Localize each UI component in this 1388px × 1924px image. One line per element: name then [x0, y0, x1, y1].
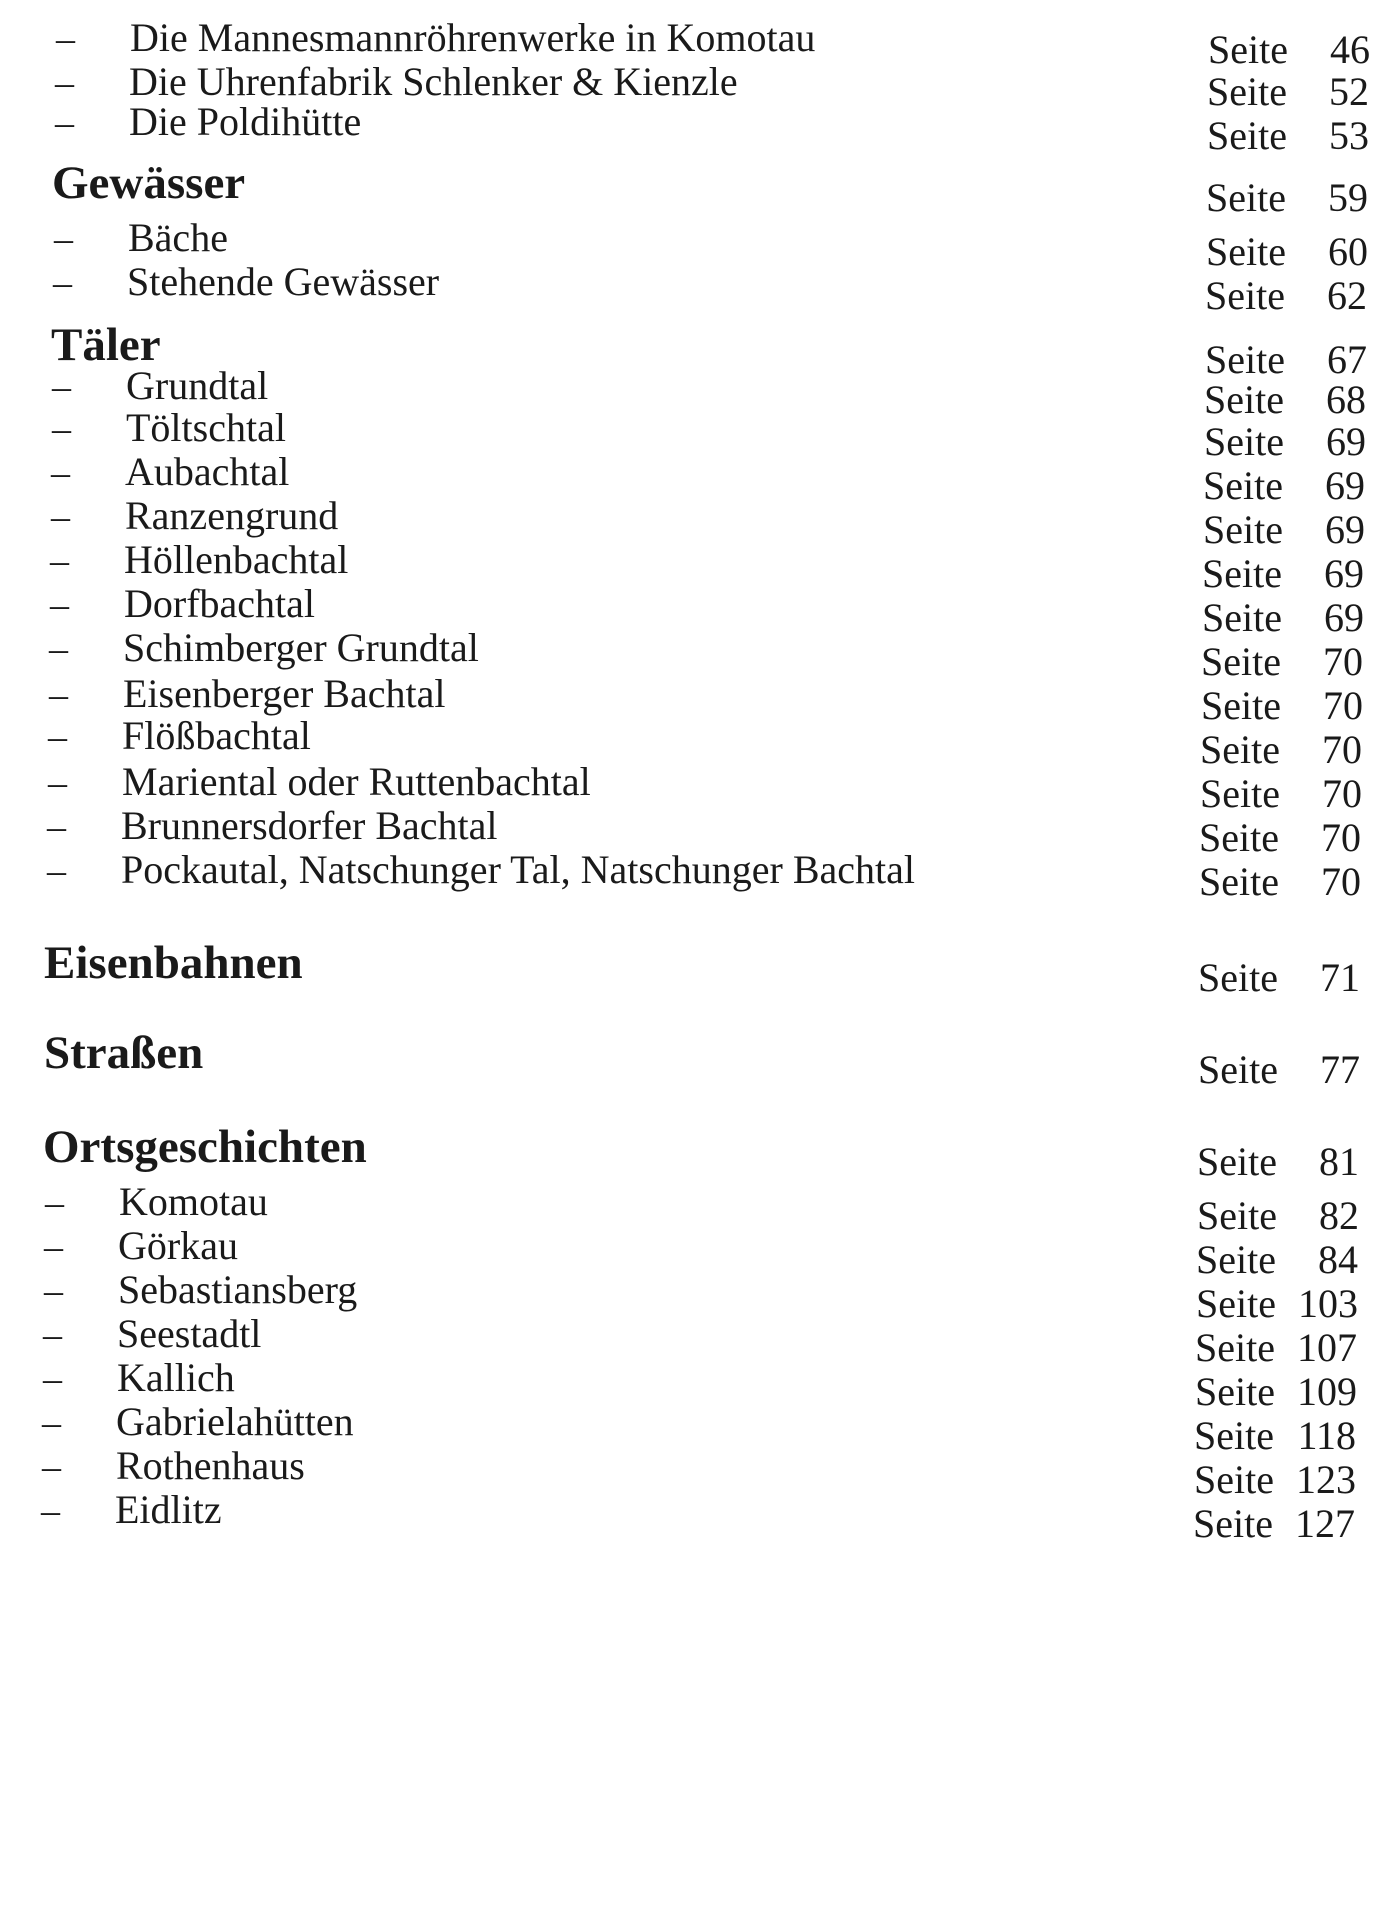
toc-page-number: 71: [1320, 955, 1360, 1000]
toc-seite-label: Seite: [1195, 1325, 1275, 1370]
toc-seite-label: Seite: [1201, 639, 1281, 684]
toc-entry-title: Eidlitz: [115, 1487, 222, 1532]
toc-seite-label: Seite: [1193, 1501, 1273, 1546]
toc-section-heading: Straßen: [44, 1027, 204, 1079]
toc-entry-title: Bäche: [128, 215, 228, 260]
toc-seite-label: Seite: [1206, 229, 1286, 274]
toc-entry-title: Komotau: [119, 1179, 268, 1224]
toc-dash: –: [56, 18, 75, 60]
toc-seite-label: Seite: [1207, 69, 1287, 114]
toc-seite-label: Seite: [1198, 955, 1278, 1000]
toc-seite-label: Seite: [1197, 1193, 1277, 1238]
toc-page-number: 84: [1318, 1237, 1358, 1282]
toc-seite-label: Seite: [1207, 113, 1287, 158]
toc-dash: –: [47, 850, 66, 892]
toc-dash: –: [44, 1226, 63, 1268]
toc-seite-label: Seite: [1198, 1047, 1278, 1092]
toc-page-number: 69: [1324, 595, 1364, 640]
toc-seite-label: Seite: [1205, 337, 1285, 382]
toc-seite-label: Seite: [1199, 859, 1279, 904]
toc-dash: –: [47, 806, 66, 848]
toc-section-heading: Ortsgeschichten: [43, 1121, 367, 1173]
toc-seite-label: Seite: [1206, 175, 1286, 220]
toc-seite-label: Seite: [1202, 551, 1282, 596]
toc-page-number: 70: [1323, 639, 1363, 684]
toc-page-number: 59: [1328, 175, 1368, 220]
toc-entry-title: Gabrielahütten: [116, 1399, 354, 1444]
toc-page-number: 62: [1327, 273, 1367, 318]
toc-page-number: 69: [1325, 507, 1365, 552]
toc-dash: –: [50, 540, 69, 582]
toc-seite-label: Seite: [1194, 1457, 1274, 1502]
toc-page-number: 77: [1320, 1047, 1360, 1092]
toc-dash: –: [43, 1314, 62, 1356]
toc-seite-label: Seite: [1197, 1139, 1277, 1184]
toc-page-number: 52: [1329, 69, 1369, 114]
toc-page-number: 68: [1326, 377, 1366, 422]
toc-page-number: 69: [1324, 551, 1364, 596]
toc-section-heading: Täler: [51, 319, 161, 371]
toc-seite-label: Seite: [1204, 419, 1284, 464]
toc-entry-title: Mariental oder Ruttenbachtal: [122, 759, 591, 804]
toc-entry-title: Sebastiansberg: [118, 1267, 358, 1312]
toc-page-number: 60: [1328, 229, 1368, 274]
toc-seite-label: Seite: [1196, 1281, 1276, 1326]
toc-dash: –: [48, 716, 67, 758]
toc-entry-title: Die Poldihütte: [129, 99, 362, 144]
toc-dash: –: [43, 1358, 62, 1400]
toc-dash: –: [42, 1402, 61, 1444]
toc-seite-label: Seite: [1200, 771, 1280, 816]
toc-page-number: 67: [1327, 337, 1367, 382]
toc-page-number: 70: [1321, 859, 1361, 904]
toc-page-number: 70: [1323, 683, 1363, 728]
toc-page-number: 127: [1295, 1501, 1355, 1546]
toc-entry-title: Höllenbachtal: [124, 537, 349, 582]
toc-seite-label: Seite: [1205, 273, 1285, 318]
toc-page-number: 118: [1297, 1413, 1356, 1458]
toc-page-number: 69: [1325, 463, 1365, 508]
toc-dash: –: [45, 1182, 64, 1224]
toc-entry-title: Schimberger Grundtal: [123, 625, 479, 670]
toc-dash: –: [41, 1490, 60, 1532]
toc-seite-label: Seite: [1208, 27, 1288, 72]
toc-entry-title: Ranzengrund: [125, 493, 339, 538]
toc-entry-title: Die Mannesmannröhrenwerke in Komotau: [130, 15, 816, 60]
toc-dash: –: [49, 674, 68, 716]
toc-page-number: 69: [1326, 419, 1366, 464]
toc-seite-label: Seite: [1202, 595, 1282, 640]
toc-entry-title: Dorfbachtal: [124, 581, 316, 626]
toc-entry-title: Pockautal, Natschunger Tal, Natschunger Bachtal: [121, 847, 915, 892]
toc-seite-label: Seite: [1204, 377, 1284, 422]
toc-dash: –: [53, 262, 72, 304]
toc-page-number: 82: [1319, 1193, 1359, 1238]
toc-seite-label: Seite: [1194, 1413, 1274, 1458]
toc-entry-title: Rothenhaus: [116, 1443, 305, 1488]
toc-entry-title: Seestadtl: [117, 1311, 262, 1356]
toc-page-number: 53: [1329, 113, 1369, 158]
toc-seite-label: Seite: [1195, 1369, 1275, 1414]
toc-dash: –: [42, 1446, 61, 1488]
toc-page-number: 123: [1296, 1457, 1356, 1502]
toc-section-heading: Gewässer: [52, 157, 246, 209]
toc-entry-title: Flößbachtal: [122, 713, 311, 758]
toc-dash: –: [51, 496, 70, 538]
toc-entry-title: Stehende Gewässer: [127, 259, 440, 304]
toc-entry-title: Töltschtal: [126, 405, 286, 450]
toc-dash: –: [48, 762, 67, 804]
toc-dash: –: [44, 1270, 63, 1312]
toc-dash: –: [54, 218, 73, 260]
toc-entry-title: Kallich: [117, 1355, 235, 1400]
toc-dash: –: [55, 102, 74, 144]
toc-seite-label: Seite: [1199, 815, 1279, 860]
toc-dash: –: [52, 408, 71, 450]
toc-page-number: 103: [1298, 1281, 1358, 1326]
toc-entry-title: Die Uhrenfabrik Schlenker & Kienzle: [129, 59, 738, 104]
toc-seite-label: Seite: [1200, 727, 1280, 772]
toc-page-number: 70: [1322, 771, 1362, 816]
toc-entry-title: Eisenberger Bachtal: [123, 671, 446, 716]
toc-dash: –: [50, 584, 69, 626]
toc-page-number: 109: [1297, 1369, 1357, 1414]
toc-entry-title: Brunnersdorfer Bachtal: [121, 803, 498, 848]
toc-page-number: 107: [1297, 1325, 1357, 1370]
toc-entry-title: Görkau: [118, 1223, 238, 1268]
toc-page-number: 81: [1319, 1139, 1359, 1184]
toc-seite-label: Seite: [1201, 683, 1281, 728]
toc-entry-title: Grundtal: [126, 363, 269, 408]
toc-seite-label: Seite: [1196, 1237, 1276, 1282]
toc-entry-title: Aubachtal: [125, 449, 290, 494]
toc-dash: –: [55, 62, 74, 104]
toc-dash: –: [52, 366, 71, 408]
toc-dash: –: [51, 452, 70, 494]
toc-seite-label: Seite: [1203, 507, 1283, 552]
toc-page-number: 46: [1330, 27, 1370, 72]
toc-page-number: 70: [1321, 815, 1361, 860]
toc-section-heading: Eisenbahnen: [44, 937, 303, 989]
toc-page-number: 70: [1322, 727, 1362, 772]
toc-seite-label: Seite: [1203, 463, 1283, 508]
toc-dash: –: [49, 628, 68, 670]
